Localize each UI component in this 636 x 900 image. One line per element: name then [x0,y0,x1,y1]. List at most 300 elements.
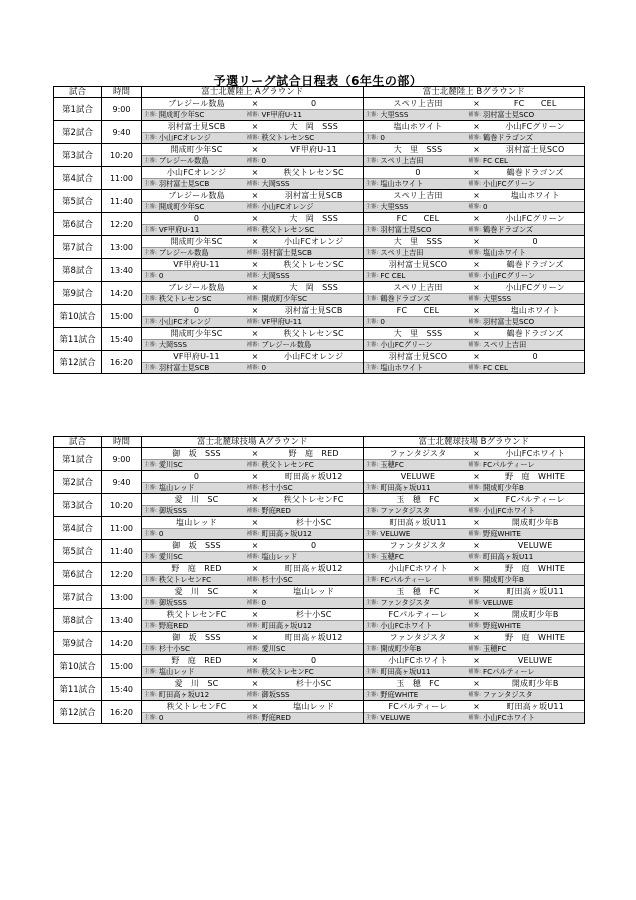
match-line [364,632,585,643]
match-cell [142,144,364,167]
away-team: 羽村富士見SCB [284,191,343,200]
table-row [54,632,585,655]
match-cell [363,190,585,213]
game-number: 第6試合 [54,213,102,236]
referee-main-label: 主審: [365,646,379,652]
kickoff-time: 11:40 [102,540,142,563]
versus-mark: × [251,587,259,596]
match-cell [363,471,585,494]
match-line [364,655,585,666]
match-cell [363,563,585,586]
versus-mark: × [473,237,480,246]
referee-main: 0 [380,317,385,326]
referee-line [142,132,363,143]
match-line [364,701,585,712]
away-team: 塩山レッド [293,587,335,596]
referee-main: 秩父トレセンFC [158,575,212,584]
match-line [142,328,363,339]
match-line [142,586,363,597]
home-team: FC CEL [396,306,440,315]
referee-sub: 玉穂FC [483,644,507,653]
column-header-venue-b: 富士北麓球技場 Bグラウンド [363,437,585,448]
home-team: 羽村富士見SCB [167,122,226,131]
away-team: 杉十小SC [295,679,332,688]
match-line [364,190,585,201]
match-line [142,609,363,620]
game-number: 第5試合 [54,540,102,563]
referee-sub-label: 補審: [468,531,481,537]
away-team: FCパルティーレ [505,495,565,504]
column-header-time: 時間 [102,437,142,448]
match-line [364,305,585,316]
match-cell [142,448,364,471]
home-team: 御 坂 SSS [172,633,221,642]
match-line [364,213,585,224]
table-row [54,282,585,305]
match-cell [363,517,585,540]
referee-line [142,620,363,631]
referee-main-label: 主審: [144,181,157,187]
home-team: 玉 穂 FC [396,495,440,504]
match-cell [142,494,364,517]
match-line [142,305,363,316]
referee-sub-label: 補審: [246,181,260,187]
match-cell [142,121,364,144]
home-team: FC CEL [396,214,440,223]
kickoff-time: 10:20 [102,494,142,517]
versus-mark: × [473,329,480,338]
referee-main-label: 主審: [144,646,157,652]
table-row [54,494,585,517]
referee-main: 玉穂FC [380,552,404,561]
home-team: VF甲府U-11 [173,352,220,361]
away-team: 町田高ヶ坂U12 [284,564,343,573]
referee-sub: 0 [483,202,488,211]
column-header-venue-a: 富士北麓球技場 Aグラウンド [142,437,364,448]
versus-mark: × [251,495,259,504]
referee-sub: 野庭WHITE [483,621,521,630]
versus-mark: × [473,306,480,315]
match-cell [142,305,364,328]
match-cell [142,282,364,305]
versus-mark: × [251,145,259,154]
game-number: 第9試合 [54,632,102,655]
away-team: 小山FCグリーン [505,214,565,223]
referee-sub-label: 補審: [246,342,260,348]
referee-main: 小山FCグリーン [380,340,433,349]
match-line [142,282,363,293]
versus-mark: × [473,495,480,504]
referee-line [142,666,363,677]
referee-sub-label: 補審: [246,485,260,491]
away-team: 小山FCホワイト [505,449,565,458]
game-number: 第4試合 [54,167,102,190]
match-line [364,517,585,528]
game-number: 第9試合 [54,282,102,305]
referee-main-label: 主審: [365,342,379,348]
referee-main: 塩山ホワイト [380,363,424,372]
versus-mark: × [473,352,480,361]
referee-main: 0 [158,529,164,538]
referee-main: VF甲府U-11 [158,225,200,234]
match-cell [363,259,585,282]
schedule-table-ballfield [53,436,585,724]
referee-sub-label: 補審: [468,508,481,514]
referee-main-label: 主審: [144,508,157,514]
referee-main: 鶴巻ドラゴンズ [380,294,431,303]
referee-sub: 0 [261,598,267,607]
referee-sub: 秩父トレセンFC [261,667,314,676]
referee-line [364,155,585,166]
versus-mark: × [473,145,480,154]
versus-mark: × [251,633,259,642]
match-cell [363,305,585,328]
referee-main-label: 主審: [144,600,157,606]
away-team: 町田高ヶ坂U11 [506,587,564,596]
kickoff-time: 13:40 [102,609,142,632]
referee-main: 羽村富士見SCO [380,225,432,234]
referee-sub: ブレジール数島 [261,340,312,349]
referee-main: 塩山レッド [158,667,195,676]
away-team: 野 庭 WHITE [505,564,566,573]
home-team: ブレジール数島 [168,99,225,108]
table-row [54,586,585,609]
referee-sub-label: 補審: [468,669,481,675]
table-row [54,540,585,563]
schedule-table-track [53,86,585,374]
home-team: ブレジール数島 [168,191,225,200]
away-team: 塩山ホワイト [510,306,560,315]
kickoff-time: 12:20 [102,563,142,586]
home-team: FCパルティーレ [388,702,448,711]
referee-line [364,574,585,585]
match-line [364,678,585,689]
referee-line [364,620,585,631]
referee-sub-label: 補審: [246,365,260,371]
match-line [142,98,363,109]
versus-mark: × [473,449,480,458]
table-row [54,213,585,236]
referee-sub-label: 補審: [468,181,481,187]
referee-sub: 野庭WHITE [483,529,521,538]
match-cell [142,632,364,655]
referee-sub: 羽村富士見SCO [483,110,535,119]
referee-sub: 小山FCオレンジ [261,202,314,211]
versus-mark: × [251,449,259,458]
referee-sub-label: 補審: [246,715,260,721]
versus-mark: × [473,633,480,642]
match-line [364,121,585,132]
kickoff-time: 13:00 [102,586,142,609]
referee-main: ブレジール数島 [158,248,209,257]
match-line [364,282,585,293]
away-team: 小山FCグリーン [505,122,565,131]
home-team: 0 [415,168,421,177]
home-team: 玉 穂 FC [396,679,440,688]
versus-mark: × [251,472,259,481]
referee-main-label: 主審: [365,204,379,210]
match-cell [363,144,585,167]
referee-line [364,201,585,212]
kickoff-time: 11:00 [102,517,142,540]
referee-sub-label: 補審: [246,135,260,141]
referee-line [142,643,363,654]
referee-line [142,339,363,350]
away-team: 鶴巻ドラゴンズ [506,260,564,269]
referee-main: VELUWE [380,713,411,722]
referee-sub: 大里SSS [483,294,512,303]
referee-main-label: 主審: [365,531,379,537]
game-number: 第7試合 [54,586,102,609]
referee-sub-label: 補審: [246,623,260,629]
game-number: 第3試合 [54,144,102,167]
away-team: 開成町少年B [511,518,559,527]
referee-main-label: 主審: [144,485,157,491]
referee-sub: VF甲府U-11 [261,317,302,326]
referee-main-label: 主審: [144,204,157,210]
match-line [142,655,363,666]
referee-main-label: 主審: [144,462,157,468]
kickoff-time: 10:20 [102,144,142,167]
match-cell [363,609,585,632]
referee-main: 野庭WHITE [380,690,419,699]
referee-line [142,270,363,281]
away-team: FC CEL [513,99,557,108]
match-cell [142,655,364,678]
game-number: 第2試合 [54,121,102,144]
game-number: 第4試合 [54,517,102,540]
home-team: 秩父トレセンFC [166,702,227,711]
referee-line [142,316,363,327]
versus-mark: × [251,702,259,711]
referee-main-label: 主審: [144,715,157,721]
referee-main-label: 主審: [365,715,379,721]
kickoff-time: 16:20 [102,701,142,724]
home-team: ファンタジスタ [389,633,447,642]
referee-main-label: 主審: [144,554,157,560]
table-row [54,471,585,494]
referee-line [142,689,363,700]
table-row [54,305,585,328]
referee-line [364,109,585,120]
home-team: 御 坂 SSS [172,449,221,458]
match-cell [363,655,585,678]
versus-mark: × [473,99,480,108]
table-header-row [54,87,585,98]
referee-sub: 塩山レッド [261,552,298,561]
referee-sub: 愛川SC [261,644,286,653]
referee-line [364,293,585,304]
match-cell [363,632,585,655]
table-row [54,259,585,282]
away-team: 野 庭 RED [288,449,339,458]
away-team: 大 岡 SSS [289,122,338,131]
home-team: スペリ上吉田 [393,191,443,200]
referee-line [142,109,363,120]
match-cell [142,586,364,609]
home-team: 愛 川 SC [174,679,219,688]
referee-main-label: 主審: [144,577,157,583]
referee-main: 愛川SC [158,552,183,561]
referee-main: FCパルティーレ [380,575,432,584]
versus-mark: × [473,191,480,200]
referee-main: 小山FCオレンジ [158,133,211,142]
referee-main: 野庭RED [158,621,189,630]
referee-sub-label: 補審: [468,319,481,325]
referee-line [364,247,585,258]
referee-main-label: 主審: [144,158,157,164]
kickoff-time: 9:00 [102,448,142,471]
home-team: 大 里 SSS [393,329,443,338]
versus-mark: × [251,214,259,223]
away-team: 0 [311,99,317,108]
referee-line [364,132,585,143]
referee-sub-label: 補審: [246,508,260,514]
referee-line [142,712,363,723]
referee-main-label: 主審: [365,462,379,468]
versus-mark: × [473,610,480,619]
match-cell [142,328,364,351]
home-team: 小山FCホワイト [388,564,448,573]
match-line [364,328,585,339]
versus-mark: × [473,702,480,711]
referee-sub: FC CEL [483,363,509,372]
referee-sub-label: 補審: [468,692,481,698]
game-number: 第1試合 [54,98,102,121]
referee-sub: FCパルティーレ [483,460,535,469]
match-cell [363,701,585,724]
versus-mark: × [251,306,259,315]
match-line [142,236,363,247]
home-team: 玉 穂 FC [396,587,440,596]
referee-main-label: 主審: [365,158,379,164]
match-cell [363,213,585,236]
match-line [142,563,363,574]
referee-main-label: 主審: [365,508,379,514]
away-team: 杉十小SC [295,610,332,619]
versus-mark: × [473,518,480,527]
referee-main: 0 [158,713,164,722]
match-line [142,144,363,155]
column-header-time: 時間 [102,87,142,98]
match-cell [142,259,364,282]
referee-sub: 0 [261,156,267,165]
referee-sub-label: 補審: [246,531,260,537]
referee-sub-label: 補審: [468,158,481,164]
match-cell [363,282,585,305]
versus-mark: × [473,541,480,550]
referee-main-label: 主審: [144,342,157,348]
match-line [364,609,585,620]
referee-main-label: 主審: [365,577,379,583]
referee-main-label: 主審: [365,112,379,118]
home-team: 0 [193,472,200,481]
table-row [54,678,585,701]
game-number: 第11試合 [54,328,102,351]
kickoff-time: 15:40 [102,678,142,701]
home-team: 0 [193,306,200,315]
away-team: 0 [311,656,317,665]
referee-main-label: 主審: [144,319,157,325]
match-cell [142,678,364,701]
referee-sub-label: 補審: [246,669,260,675]
home-team: 野 庭 RED [171,564,222,573]
match-line [142,213,363,224]
referee-main-label: 主審: [365,319,379,325]
versus-mark: × [473,122,480,131]
referee-sub: 羽村富士見SCO [483,317,535,326]
referee-main-label: 主審: [144,692,157,698]
versus-mark: × [251,564,259,573]
away-team: 開成町少年B [511,610,559,619]
referee-main: 0 [158,271,164,280]
referee-main: 玉穂FC [380,460,404,469]
home-team: 羽村富士見SCO [388,260,448,269]
referee-line [142,201,363,212]
referee-main: 大岡SSS [158,340,187,349]
game-number: 第8試合 [54,259,102,282]
referee-sub-label: 補審: [246,577,260,583]
away-team: 0 [532,237,538,246]
match-line [142,494,363,505]
away-team: VELUWE [517,656,553,665]
referee-main: 塩山ホワイト [380,179,424,188]
match-cell [363,540,585,563]
referee-sub: 小山FCホワイト [483,713,536,722]
away-team: 町田高ヶ坂U11 [506,702,564,711]
away-team: 塩山ホワイト [510,191,560,200]
referee-sub-label: 補審: [246,646,260,652]
referee-sub: 小山FCグリーン [483,179,536,188]
referee-main-label: 主審: [365,692,379,698]
match-line [364,471,585,482]
referee-sub-label: 補審: [246,112,260,118]
home-team: 塩山レッド [176,518,217,527]
away-team: 塩山レッド [293,702,335,711]
match-line [142,471,363,482]
match-line [364,494,585,505]
away-team: 秩父トレセンFC [283,495,344,504]
game-number: 第10試合 [54,305,102,328]
referee-sub: FC CEL [483,156,509,165]
away-team: 羽村富士見SCO [505,145,565,154]
referee-main: 町田高ヶ坂U11 [380,483,431,492]
match-cell [142,609,364,632]
referee-sub: 杉十小SC [261,483,293,492]
home-team: 塩山ホワイト [393,122,443,131]
match-cell [363,494,585,517]
home-team: 秩父トレセンFC [166,610,227,619]
referee-line [364,316,585,327]
away-team: 小山FCグリーン [505,283,565,292]
kickoff-time: 15:40 [102,328,142,351]
referee-main-label: 主審: [144,669,157,675]
referee-main-label: 主審: [144,227,157,233]
referee-main-label: 主審: [365,250,379,256]
versus-mark: × [251,610,259,619]
home-team: ファンタジスタ [389,541,447,550]
home-team: スペリ上吉田 [393,283,443,292]
referee-main: スペリ上吉田 [380,156,424,165]
referee-main-label: 主審: [365,485,379,491]
table-header-row [54,437,585,448]
referee-sub: 大岡SSS [261,271,290,280]
referee-sub: 秩父トレセンSC [261,225,315,234]
referee-sub-label: 補審: [246,554,260,560]
match-line [364,448,585,459]
versus-mark: × [251,260,259,269]
match-line [364,563,585,574]
